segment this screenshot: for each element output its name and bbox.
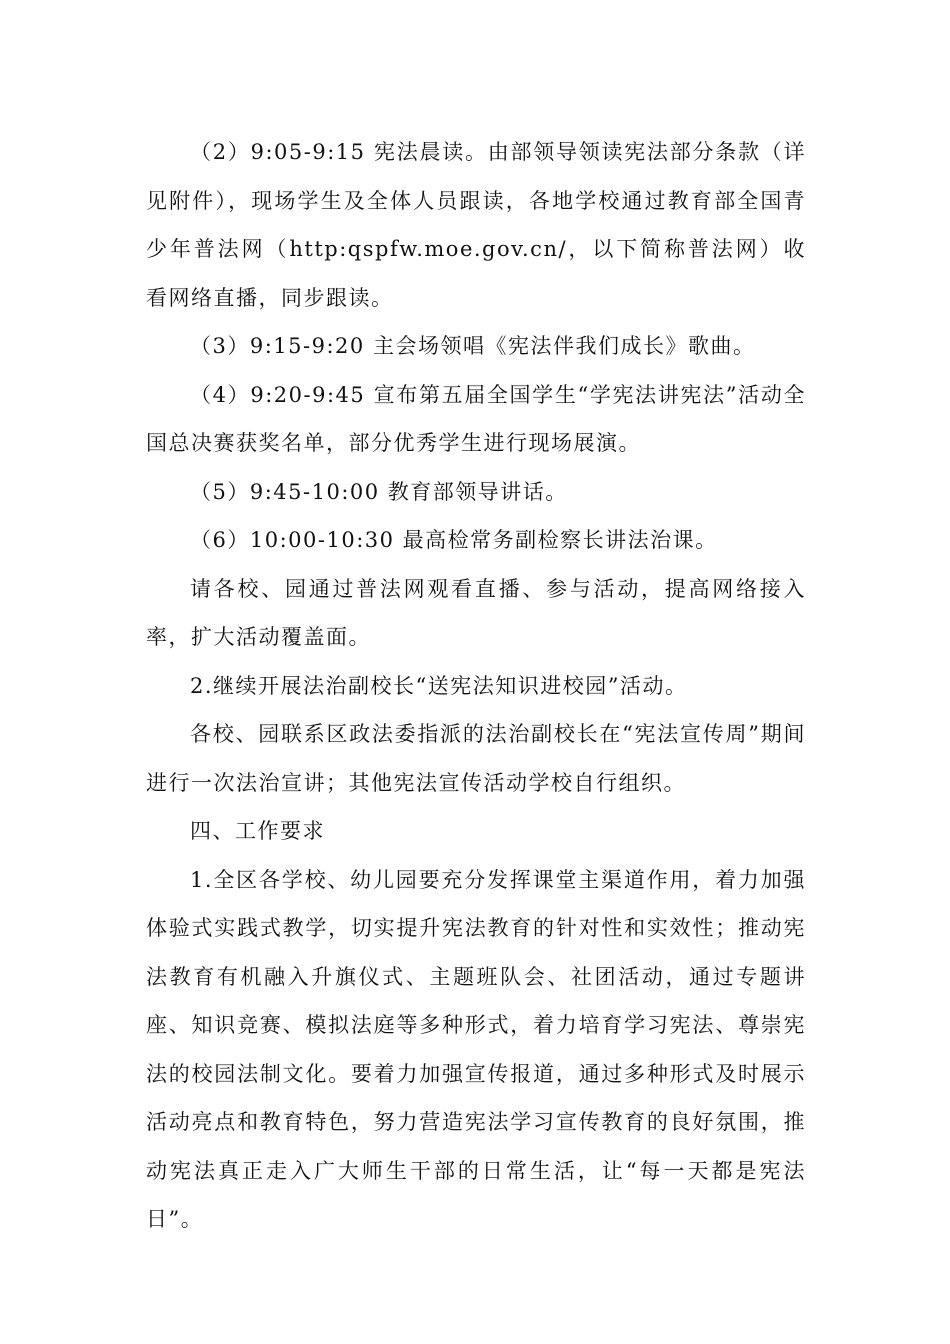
paragraph-requirement-1: 1.全区各学校、幼儿园要充分发挥课堂主渠道作用，着力加强体验式实践式教学，切实提升宪法教育的针对性和实效性；推动宪法教育有机融入升旗仪式、主题班队会、社团活动，通过专题讲座、知识竞赛、模拟法庭等多种形式，着力培育学习宪法、尊崇宪法的校园法制文化。要着力加强宣传报道，通过多种形式及时展示活动亮点和教育特色，努力营造宪法学习宣传教育的良好氛围，推动宪法真正走入广大师生干部的日常生活，让“每一天都是宪法日”。 (146, 867, 806, 1231)
paragraph-watch-live: 请各校、园通过普法网观看直播、参与活动，提高网络接入率，扩大活动覆盖面。 (146, 576, 806, 649)
section-heading-work-requirements: 四、工作要求 (190, 819, 325, 843)
document-body (146, 128, 806, 1244)
paragraph-schedule-leader-speech: （5）9:45-10:00 教育部领导讲话。 (190, 479, 568, 504)
paragraph-schedule-morning-reading: （2）9:05-9:15 宪法晨读。由部领导领读宪法部分条款（详见附件），现场学生及全体人员跟读，各地学校通过教育部全国青少年普法网（http:qspfw.moe.gov.cn/，以下简称普法网）收看网络直播，同步跟读。 (146, 140, 806, 310)
paragraph-schedule-law-lecture: （6）10:00-10:30 最高检常务副检察长讲法治课。 (190, 528, 718, 552)
paragraph-schedule-award-list: （4）9:20-9:45 宣布第五届全国学生“学宪法讲宪法”活动全国总决赛获奖名单，部分优秀学生进行现场展演。 (146, 382, 806, 455)
paragraph-schedule-song: （3）9:15-9:20 主会场领唱《宪法伴我们成长》歌曲。 (190, 334, 756, 358)
paragraph-vice-principal-lecture: 各校、园联系区政法委指派的法治副校长在“宪法宣传周”期间进行一次法治宣讲；其他宪法宣传活动学校自行组织。 (146, 722, 806, 795)
paragraph-item-2-heading: 2.继续开展法治副校长“送宪法知识进校园”活动。 (190, 673, 688, 698)
